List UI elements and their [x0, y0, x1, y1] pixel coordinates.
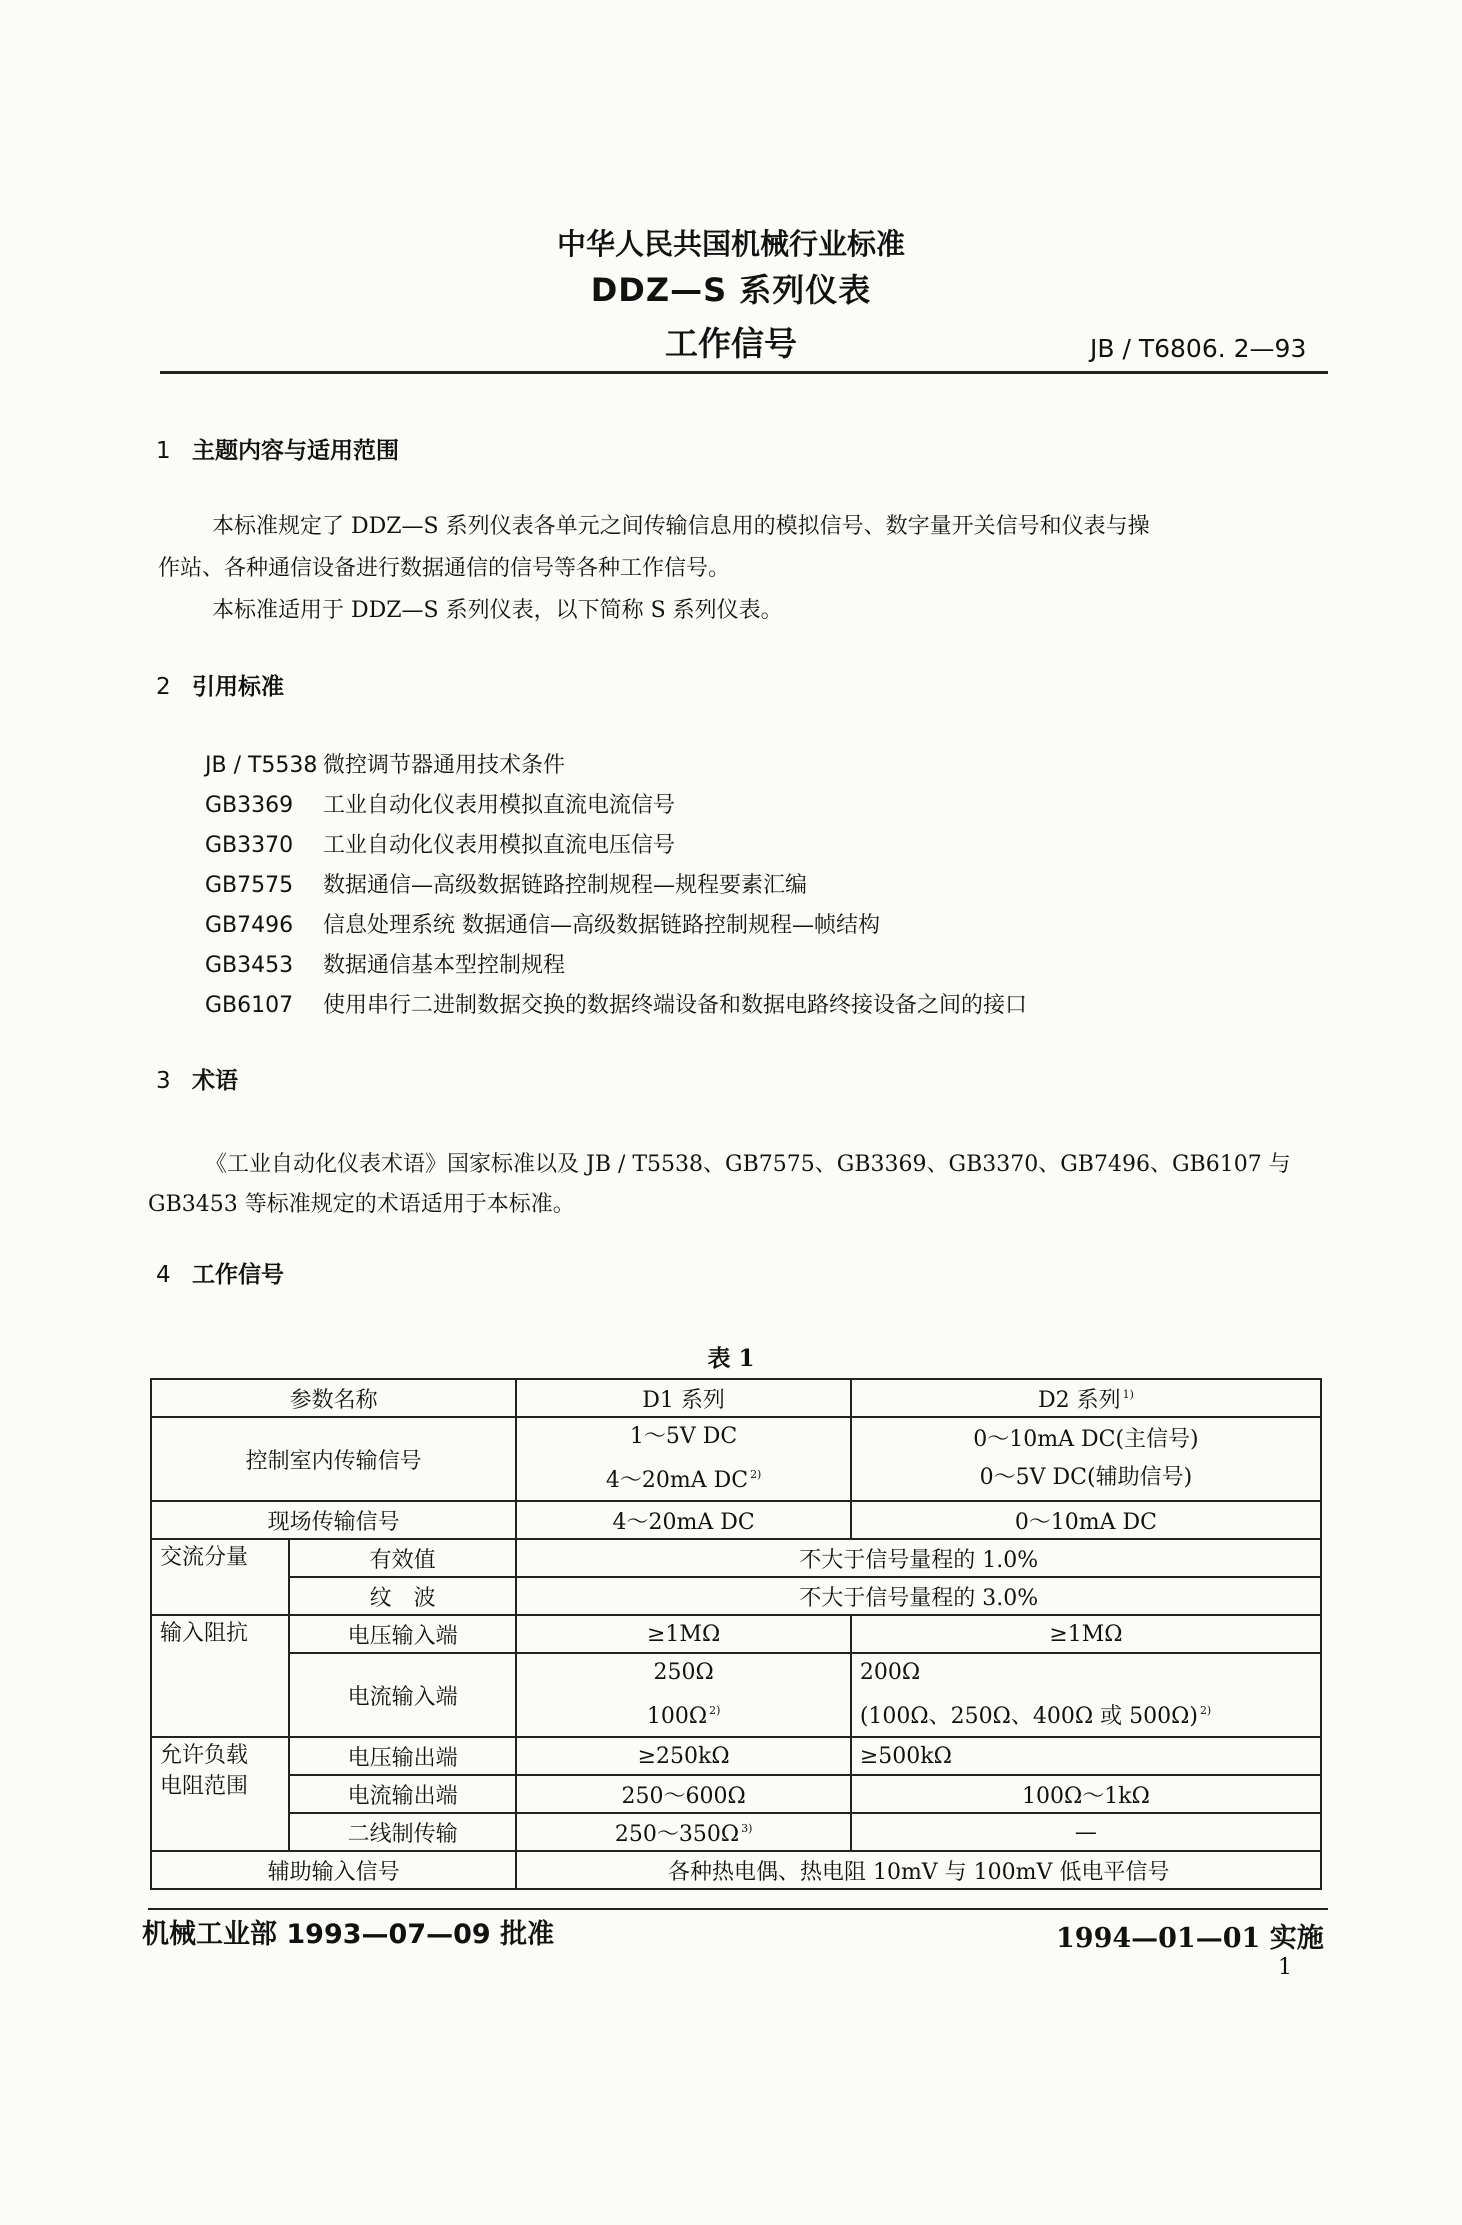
- twowire-d1: [516, 1813, 850, 1851]
- section-number: 4: [156, 1262, 171, 1288]
- ref-code: GB7496: [205, 913, 294, 938]
- current-input-d2-b: (100Ω、250Ω、400Ω 或 500Ω): [859, 1704, 1198, 1729]
- footnote-mark: 2): [750, 1468, 762, 1481]
- table-row: [151, 1737, 1321, 1775]
- twowire-d2: —: [851, 1813, 1321, 1851]
- table-row: [151, 1501, 1321, 1539]
- standard-number: JB / T6806. 2—93: [1090, 334, 1307, 363]
- current-input-d1-b-wrap: [525, 1692, 841, 1736]
- section-title: 主题内容与适用范围: [192, 438, 399, 464]
- ref-item: [205, 828, 675, 859]
- voltage-input-label: 电压输入端: [289, 1615, 517, 1653]
- ref-item: [205, 988, 1027, 1019]
- header-d2-label: D2 系列: [1037, 1387, 1121, 1413]
- control-room-label: 控制室内传输信号: [151, 1417, 516, 1501]
- section-1-para2: 本标准适用于 DDZ—S 系列仪表，以下简称 S 系列仪表。: [212, 598, 783, 623]
- section-1-para1-line1: 本标准规定了 DDZ—S 系列仪表各单元之间传输信息用的模拟信号、数字量开关信号和仪表与操: [212, 514, 1150, 539]
- table-row: [151, 1653, 1321, 1737]
- ref-code: GB7575: [205, 873, 294, 898]
- table-caption: 表 1: [707, 1345, 755, 1372]
- ref-title: 数据通信—高级数据链路控制规程—规程要素汇编: [323, 873, 808, 898]
- aux-value: 各种热电偶、热电阻 10mV 与 100mV 低电平信号: [516, 1851, 1321, 1889]
- header-d1: D1 系列: [516, 1379, 850, 1417]
- load-group-label: [151, 1737, 289, 1851]
- header-rule: [160, 371, 1328, 374]
- control-room-d1-b: 4～20mA DC: [605, 1468, 749, 1493]
- field-d1: 4～20mA DC: [516, 1501, 850, 1539]
- table-row: [151, 1539, 1321, 1577]
- section-title: 工作信号: [192, 1262, 284, 1288]
- control-room-d1-b-wrap: [525, 1456, 841, 1500]
- series-title: DDZ—S 系列仪表: [590, 271, 872, 309]
- ref-item: [205, 868, 807, 899]
- ref-item: [205, 748, 565, 779]
- load-group-line2: 电阻范围: [160, 1774, 249, 1799]
- header-param: 参数名称: [151, 1379, 516, 1417]
- table-row: [151, 1813, 1321, 1851]
- page-number: 1: [1278, 1955, 1292, 1980]
- section-number: 1: [156, 438, 171, 464]
- table-row: [151, 1577, 1321, 1615]
- current-input-d1-a: 250Ω: [653, 1660, 714, 1685]
- field-label: 现场传输信号: [151, 1501, 516, 1539]
- twowire-label: 二线制传输: [289, 1813, 517, 1851]
- ac-rms-value: 不大于信号量程的 1.0%: [516, 1539, 1321, 1577]
- ref-code: GB3453: [205, 953, 294, 978]
- section-number: 2: [156, 674, 171, 700]
- ref-title: 使用串行二进制数据交换的数据终端设备和数据电路终接设备之间的接口: [323, 993, 1028, 1018]
- footnote-mark: 3): [741, 1821, 753, 1835]
- current-input-label: 电流输入端: [289, 1653, 517, 1737]
- section-number: 3: [156, 1068, 171, 1094]
- control-room-d2: [851, 1417, 1321, 1501]
- ref-title: 微控调节器通用技术条件: [323, 753, 566, 778]
- control-room-d1: [516, 1417, 850, 1501]
- table-row: [151, 1417, 1321, 1501]
- ref-code: GB3369: [205, 793, 294, 818]
- current-input-d2-a: 200Ω: [859, 1660, 921, 1685]
- aux-label: 辅助输入信号: [151, 1851, 516, 1889]
- control-room-d1-a: 1～5V DC: [629, 1424, 738, 1449]
- implementation-date: 1994—01—01 实施: [1056, 1923, 1324, 1954]
- ref-code: GB6107: [205, 993, 294, 1018]
- current-input-d2-b-wrap: [860, 1692, 1312, 1736]
- table-header-row: [151, 1379, 1321, 1417]
- load-group-line1: 允许负载: [160, 1743, 249, 1768]
- section-3-para-line2: GB3453 等标准规定的术语适用于本标准。: [148, 1192, 575, 1217]
- table-row: [151, 1851, 1321, 1889]
- section-title: 引用标准: [192, 674, 284, 700]
- ref-title: 工业自动化仪表用模拟直流电压信号: [323, 833, 676, 858]
- section-1-heading: [156, 432, 399, 465]
- control-room-d2-a: 0～10mA DC(主信号): [973, 1427, 1199, 1452]
- footer-rule: [148, 1908, 1328, 1910]
- current-input-d1-b: 100Ω: [646, 1704, 708, 1729]
- table-row: [151, 1775, 1321, 1813]
- ref-code: GB3370: [205, 833, 294, 858]
- section-3-para-line1: 《工业自动化仪表术语》国家标准以及 JB / T5538、GB7575、GB3369、GB3370、GB7496、GB6107 与: [205, 1152, 1291, 1177]
- table-row: [151, 1615, 1321, 1653]
- ac-ripple-value: 不大于信号量程的 3.0%: [516, 1577, 1321, 1615]
- section-title: 术语: [192, 1068, 238, 1094]
- current-input-d2: [851, 1653, 1321, 1737]
- section-3-heading: [156, 1062, 238, 1095]
- voltage-input-d2: ≥1MΩ: [851, 1615, 1321, 1653]
- ac-rms-label: 有效值: [289, 1539, 517, 1577]
- current-output-d1: 250～600Ω: [516, 1775, 850, 1813]
- twowire-d1-value: 250～350Ω: [614, 1821, 740, 1847]
- ref-code: JB / T5538: [205, 753, 318, 778]
- voltage-input-d1: ≥1MΩ: [516, 1615, 850, 1653]
- approval-date: 机械工业部 1993—07—09 批准: [142, 1919, 555, 1950]
- ref-title: 信息处理系统 数据通信—高级数据链路控制规程—帧结构: [323, 913, 880, 938]
- footnote-mark: 2): [1199, 1704, 1212, 1717]
- ac-group-label: 交流分量: [151, 1539, 289, 1615]
- document-title: 工作信号: [665, 324, 797, 363]
- ac-ripple-label: 纹 波: [289, 1577, 517, 1615]
- ref-item: [205, 788, 675, 819]
- voltage-output-d2: ≥500kΩ: [851, 1737, 1321, 1775]
- footnote-mark: 2): [709, 1704, 721, 1717]
- section-4-heading: [156, 1256, 284, 1289]
- section-2-heading: [156, 668, 284, 701]
- ref-item: [205, 948, 565, 979]
- field-d2: 0～10mA DC: [851, 1501, 1321, 1539]
- section-1-para1-line2: 作站、各种通信设备进行数据通信的信号等各种工作信号。: [158, 556, 731, 581]
- input-impedance-group-label: 输入阻抗: [151, 1615, 289, 1737]
- issuer-title: 中华人民共国机械行业标准: [556, 227, 905, 261]
- control-room-d2-b: 0～5V DC(辅助信号): [979, 1465, 1193, 1490]
- signal-table: [150, 1378, 1322, 1890]
- voltage-output-label: 电压输出端: [289, 1737, 517, 1775]
- header-d2: [851, 1379, 1321, 1417]
- ref-item: [205, 908, 880, 939]
- footnote-mark: 1): [1122, 1387, 1134, 1401]
- current-input-d1: [516, 1653, 850, 1737]
- current-output-label: 电流输出端: [289, 1775, 517, 1813]
- voltage-output-d1: ≥250kΩ: [516, 1737, 850, 1775]
- ref-title: 工业自动化仪表用模拟直流电流信号: [323, 793, 676, 818]
- current-output-d2: 100Ω～1kΩ: [851, 1775, 1321, 1813]
- ref-title: 数据通信基本型控制规程: [323, 953, 566, 978]
